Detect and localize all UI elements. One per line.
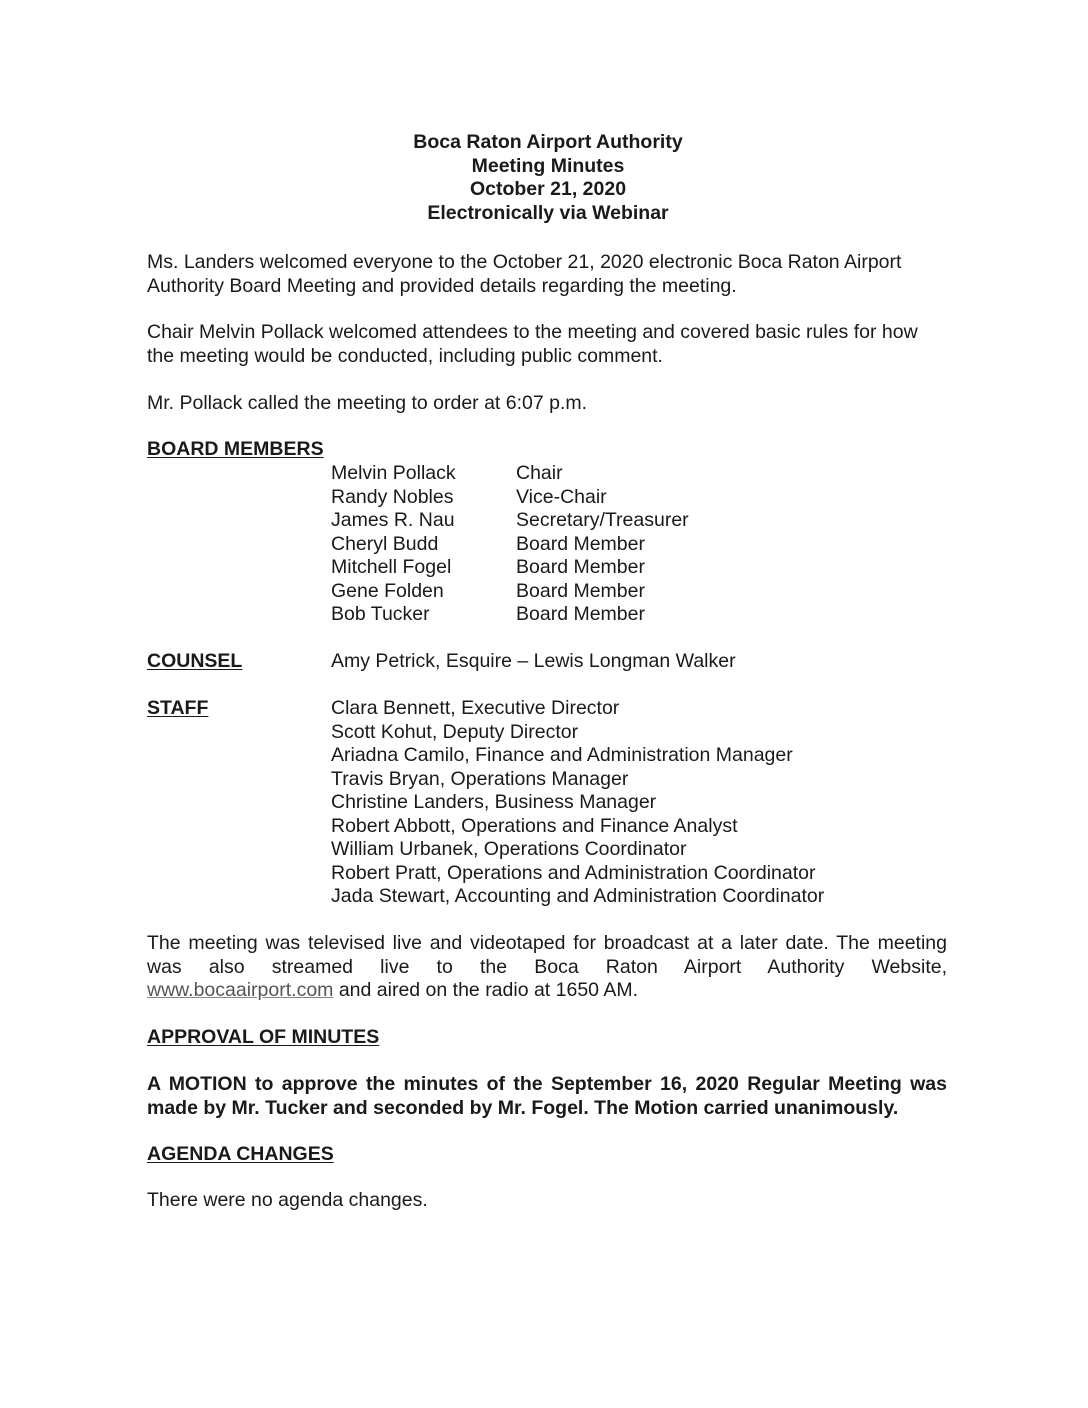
staff-member: Robert Abbott, Operations and Finance Analyst: [331, 814, 738, 837]
board-member-name: Bob Tucker: [331, 603, 430, 625]
staff-member: Ariadna Camilo, Finance and Administration Manager: [331, 744, 793, 766]
document-type: Meeting Minutes: [471, 154, 625, 177]
staff-list: [331, 697, 824, 909]
board-member-name: Mitchell Fogel: [331, 556, 452, 578]
board-member-title: Chair: [516, 462, 563, 484]
broadcast-line-3-text: and aired on the radio at 1650 AM.: [333, 979, 639, 1001]
call-to-order-paragraph: Mr. Pollack called the meeting to order at 6:07 p.m.: [147, 392, 588, 414]
board-members-titles: [516, 462, 689, 627]
staff-member: Clara Bennett, Executive Director: [331, 697, 620, 719]
staff-member: Robert Pratt, Operations and Administration Coordinator: [331, 861, 816, 884]
staff-member: William Urbanek, Operations Coordinator: [331, 838, 687, 860]
website-link[interactable]: www.bocaairport.com: [147, 979, 334, 1001]
staff-heading: STAFF: [147, 697, 209, 719]
board-member-title: Board Member: [516, 556, 645, 578]
board-member-name: James R. Nau: [331, 509, 455, 531]
board-member-name: Randy Nobles: [331, 485, 454, 508]
staff-member: Travis Bryan, Operations Manager: [331, 767, 629, 790]
broadcast-line-3: [147, 979, 947, 1003]
agenda-heading: AGENDA CHANGES: [147, 1143, 334, 1165]
broadcast-line-2: was also streamed live to the Boca Raton Airport Authority Website,: [147, 955, 947, 978]
board-member-name: Gene Folden: [331, 579, 444, 602]
counsel-text: Amy Petrick, Esquire – Lewis Longman Walker: [331, 650, 736, 672]
board-member-title: Vice-Chair: [516, 485, 607, 508]
board-member-title: Board Member: [516, 603, 645, 625]
broadcast-line-1: The meeting was televised live and videotaped for broadcast at a later date. The meeting: [147, 932, 947, 954]
organization-name: Boca Raton Airport Authority: [413, 131, 683, 153]
board-member-name: Melvin Pollack: [331, 462, 456, 484]
board-member-title: Board Member: [516, 579, 645, 602]
broadcast-paragraph: [147, 932, 947, 1003]
board-member-title: Board Member: [516, 532, 645, 555]
welcome-paragraph: Ms. Landers welcomed everyone to the October 21, 2020 electronic Boca Raton Airport Authority Board Meeting and provided details regarding the meeting.: [147, 251, 902, 297]
board-member-name: Cheryl Budd: [331, 532, 439, 555]
document-header: [0, 131, 1088, 225]
meeting-venue: Electronically via Webinar: [427, 201, 669, 224]
meeting-date: October 21, 2020: [469, 178, 627, 200]
staff-member: Jada Stewart, Accounting and Administration Coordinator: [331, 885, 825, 907]
board-members-names: [331, 462, 456, 627]
staff-member: Christine Landers, Business Manager: [331, 791, 657, 813]
approval-heading: APPROVAL OF MINUTES: [147, 1026, 380, 1048]
approval-motion: A MOTION to approve the minutes of the September 16, 2020 Regular Meeting was made by Mr. Tucker and seconded by Mr. Fogel. The Motion carried unanimously.: [147, 1073, 947, 1119]
board-members-heading: BOARD MEMBERS: [147, 438, 324, 460]
board-member-title: Secretary/Treasurer: [516, 509, 689, 531]
counsel-heading: COUNSEL: [147, 650, 243, 672]
agenda-text: There were no agenda changes.: [147, 1189, 428, 1211]
chair-paragraph: Chair Melvin Pollack welcomed attendees to the meeting and covered basic rules for how the meeting would be conducted, including public comment.: [147, 321, 918, 367]
staff-member: Scott Kohut, Deputy Director: [331, 720, 579, 743]
